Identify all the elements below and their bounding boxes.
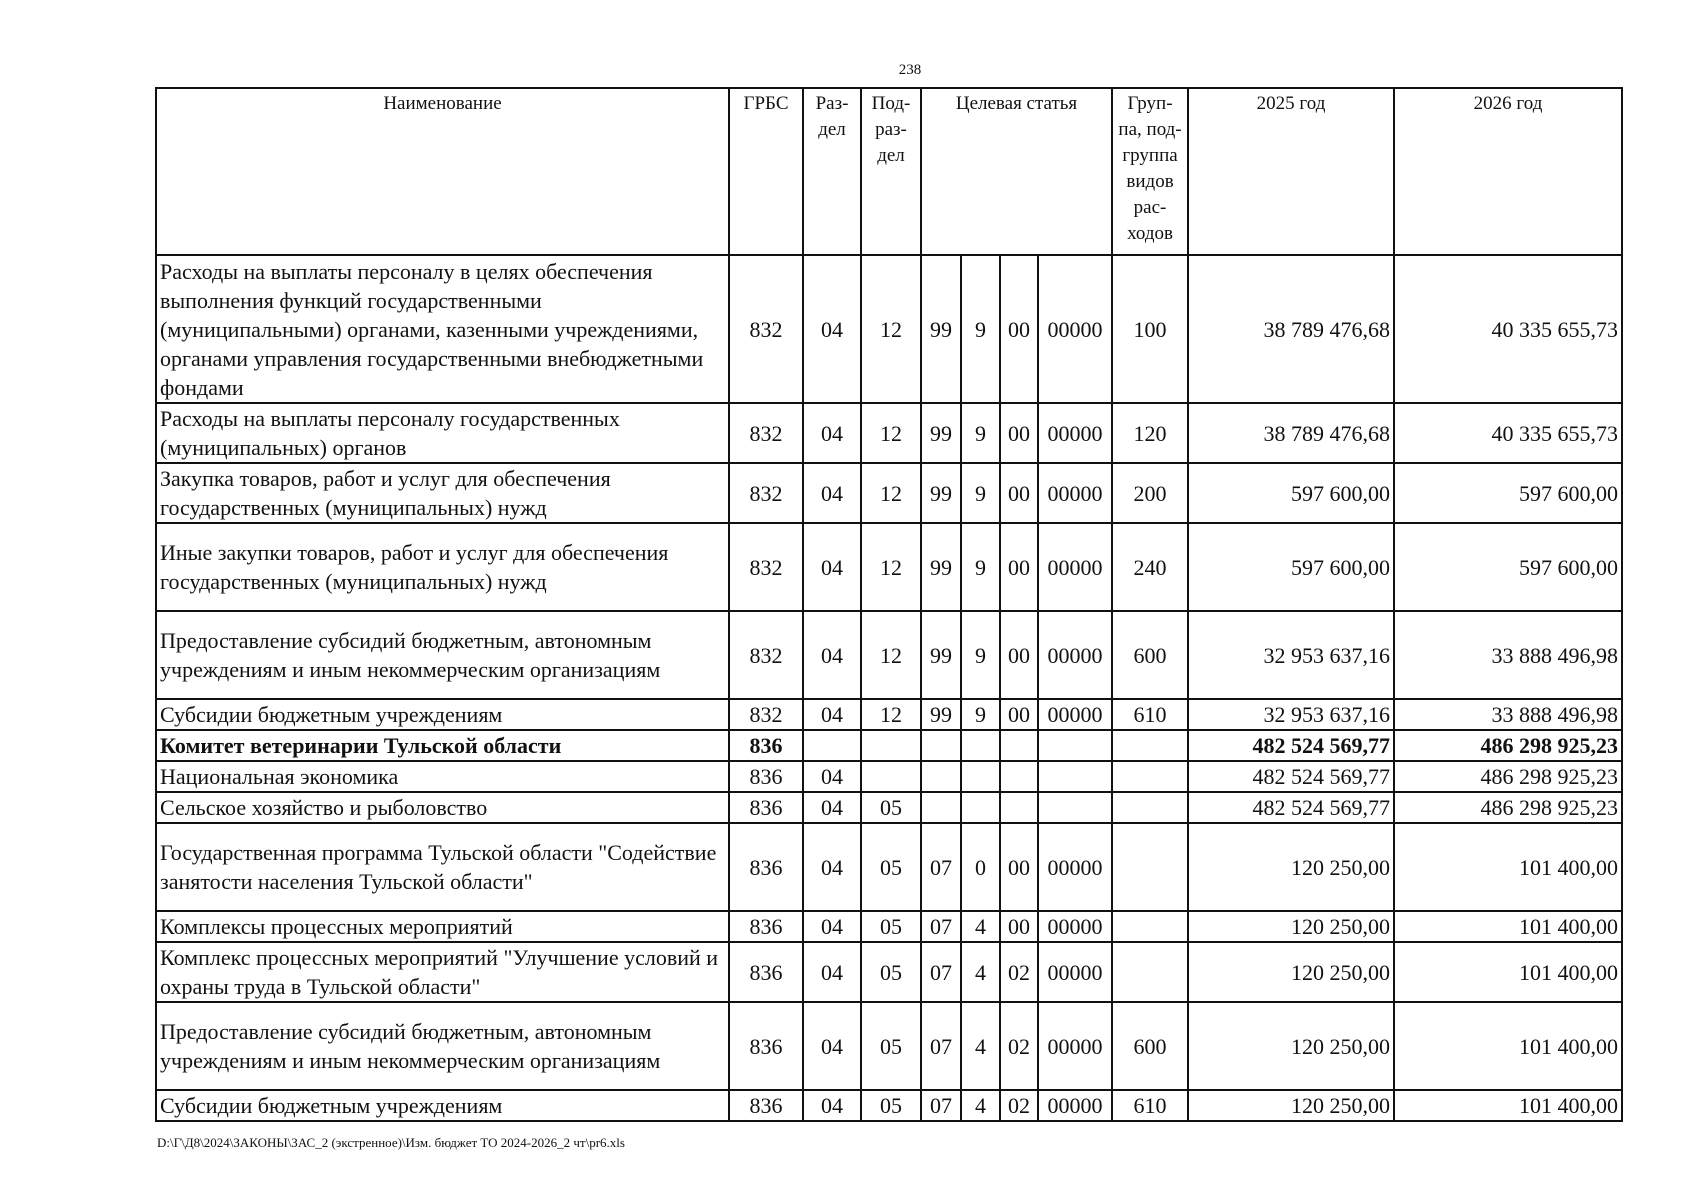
podrazdel-cell: 05 bbox=[861, 1090, 921, 1121]
target-direction-cell bbox=[1038, 792, 1112, 823]
target-type-cell: 9 bbox=[961, 463, 1000, 523]
expense-group-cell: 120 bbox=[1112, 403, 1188, 463]
amount-2026-cell: 486 298 925,23 bbox=[1394, 730, 1622, 761]
target-program-cell bbox=[921, 761, 961, 792]
target-direction-cell: 00000 bbox=[1038, 523, 1112, 611]
target-type-cell: 4 bbox=[961, 942, 1000, 1002]
podrazdel-cell: 12 bbox=[861, 255, 921, 403]
name-cell: Субсидии бюджетным учреждениям bbox=[156, 1090, 729, 1121]
podrazdel-cell: 05 bbox=[861, 911, 921, 942]
amount-2026-cell: 597 600,00 bbox=[1394, 463, 1622, 523]
target-program-cell bbox=[921, 792, 961, 823]
amount-2026-cell: 101 400,00 bbox=[1394, 823, 1622, 911]
header-expense-group: Груп- па, под- группа видов рас- ходов bbox=[1112, 88, 1188, 255]
header-2026: 2026 год bbox=[1394, 88, 1622, 255]
table-row bbox=[156, 1002, 1622, 1090]
table-row bbox=[156, 942, 1622, 1002]
podrazdel-cell: 12 bbox=[861, 523, 921, 611]
target-sub-cell: 02 bbox=[1000, 1002, 1038, 1090]
name-cell: Национальная экономика bbox=[156, 761, 729, 792]
expense-group-cell: 600 bbox=[1112, 1002, 1188, 1090]
podrazdel-cell: 05 bbox=[861, 1002, 921, 1090]
target-type-cell: 9 bbox=[961, 523, 1000, 611]
header-razdel: Раз- дел bbox=[803, 88, 861, 255]
target-direction-cell: 00000 bbox=[1038, 463, 1112, 523]
amount-2025-cell: 32 953 637,16 bbox=[1188, 699, 1394, 730]
expense-group-cell bbox=[1112, 942, 1188, 1002]
razdel-cell: 04 bbox=[803, 403, 861, 463]
razdel-cell: 04 bbox=[803, 761, 861, 792]
table-body bbox=[156, 255, 1622, 1121]
grbs-cell: 836 bbox=[729, 730, 803, 761]
target-type-cell bbox=[961, 730, 1000, 761]
target-direction-cell: 00000 bbox=[1038, 1002, 1112, 1090]
table-row bbox=[156, 911, 1622, 942]
amount-2025-cell: 120 250,00 bbox=[1188, 823, 1394, 911]
page-number: 238 bbox=[898, 62, 922, 78]
target-sub-cell: 00 bbox=[1000, 255, 1038, 403]
header-2025: 2025 год bbox=[1188, 88, 1394, 255]
amount-2025-cell: 120 250,00 bbox=[1188, 1002, 1394, 1090]
name-cell: Субсидии бюджетным учреждениям bbox=[156, 699, 729, 730]
amount-2025-cell: 597 600,00 bbox=[1188, 463, 1394, 523]
name-cell: Сельское хозяйство и рыболовство bbox=[156, 792, 729, 823]
amount-2025-cell: 482 524 569,77 bbox=[1188, 730, 1394, 761]
amount-2026-cell: 486 298 925,23 bbox=[1394, 761, 1622, 792]
target-sub-cell: 00 bbox=[1000, 823, 1038, 911]
target-program-cell: 99 bbox=[921, 611, 961, 699]
table-row bbox=[156, 463, 1622, 523]
amount-2025-cell: 482 524 569,77 bbox=[1188, 792, 1394, 823]
grbs-cell: 836 bbox=[729, 1002, 803, 1090]
grbs-cell: 836 bbox=[729, 942, 803, 1002]
amount-2026-cell: 101 400,00 bbox=[1394, 1002, 1622, 1090]
expense-group-cell: 610 bbox=[1112, 1090, 1188, 1121]
header-grbs: ГРБС bbox=[729, 88, 803, 255]
grbs-cell: 832 bbox=[729, 463, 803, 523]
amount-2026-cell: 33 888 496,98 bbox=[1394, 699, 1622, 730]
target-direction-cell: 00000 bbox=[1038, 1090, 1112, 1121]
target-sub-cell: 00 bbox=[1000, 611, 1038, 699]
name-cell: Комплексы процессных мероприятий bbox=[156, 911, 729, 942]
table-row bbox=[156, 1090, 1622, 1121]
razdel-cell bbox=[803, 730, 861, 761]
amount-2026-cell: 101 400,00 bbox=[1394, 1090, 1622, 1121]
razdel-cell: 04 bbox=[803, 699, 861, 730]
amount-2025-cell: 38 789 476,68 bbox=[1188, 403, 1394, 463]
podrazdel-cell: 12 bbox=[861, 611, 921, 699]
target-sub-cell bbox=[1000, 761, 1038, 792]
name-cell: Расходы на выплаты персоналу в целях обеспечения выполнения функций государственными (муниципальными) органами, казенными учреждениями, органами управления государственными внебюджетными фондами bbox=[156, 255, 729, 403]
table-header-row bbox=[156, 88, 1622, 255]
header-podrazdel: Под- раз- дел bbox=[861, 88, 921, 255]
target-direction-cell: 00000 bbox=[1038, 699, 1112, 730]
target-direction-cell: 00000 bbox=[1038, 403, 1112, 463]
target-program-cell: 07 bbox=[921, 1090, 961, 1121]
expense-group-cell: 600 bbox=[1112, 611, 1188, 699]
target-type-cell: 0 bbox=[961, 823, 1000, 911]
target-program-cell: 99 bbox=[921, 523, 961, 611]
target-sub-cell: 00 bbox=[1000, 403, 1038, 463]
target-type-cell: 9 bbox=[961, 699, 1000, 730]
razdel-cell: 04 bbox=[803, 1090, 861, 1121]
expense-group-cell bbox=[1112, 761, 1188, 792]
name-cell: Предоставление субсидий бюджетным, автономным учреждениям и иным некоммерческим организациям bbox=[156, 611, 729, 699]
amount-2025-cell: 120 250,00 bbox=[1188, 911, 1394, 942]
budget-table bbox=[155, 87, 1623, 1122]
grbs-cell: 836 bbox=[729, 823, 803, 911]
amount-2026-cell: 40 335 655,73 bbox=[1394, 403, 1622, 463]
razdel-cell: 04 bbox=[803, 523, 861, 611]
table-row bbox=[156, 792, 1622, 823]
expense-group-cell bbox=[1112, 792, 1188, 823]
podrazdel-cell: 05 bbox=[861, 942, 921, 1002]
table-row bbox=[156, 523, 1622, 611]
header-name: Наименование bbox=[156, 88, 729, 255]
podrazdel-cell: 05 bbox=[861, 823, 921, 911]
target-type-cell: 9 bbox=[961, 255, 1000, 403]
podrazdel-cell bbox=[861, 761, 921, 792]
target-direction-cell: 00000 bbox=[1038, 823, 1112, 911]
target-sub-cell: 00 bbox=[1000, 911, 1038, 942]
expense-group-cell: 240 bbox=[1112, 523, 1188, 611]
header-target-article: Целевая статья bbox=[921, 88, 1112, 255]
podrazdel-cell: 05 bbox=[861, 792, 921, 823]
target-sub-cell bbox=[1000, 730, 1038, 761]
target-sub-cell: 02 bbox=[1000, 1090, 1038, 1121]
table-row bbox=[156, 255, 1622, 403]
razdel-cell: 04 bbox=[803, 911, 861, 942]
target-direction-cell bbox=[1038, 761, 1112, 792]
target-sub-cell: 00 bbox=[1000, 463, 1038, 523]
target-type-cell: 9 bbox=[961, 611, 1000, 699]
amount-2025-cell: 32 953 637,16 bbox=[1188, 611, 1394, 699]
expense-group-cell bbox=[1112, 911, 1188, 942]
footer-file-path: D:\Г\Д8\2024\ЗАКОНЫ\ЗАС_2 (экстренное)\Изм. бюджет ТО 2024-2026_2 чт\pr6.xls bbox=[157, 1135, 625, 1150]
target-direction-cell: 00000 bbox=[1038, 255, 1112, 403]
target-direction-cell: 00000 bbox=[1038, 942, 1112, 1002]
podrazdel-cell bbox=[861, 730, 921, 761]
amount-2026-cell: 101 400,00 bbox=[1394, 942, 1622, 1002]
target-program-cell: 07 bbox=[921, 823, 961, 911]
table-row bbox=[156, 823, 1622, 911]
podrazdel-cell: 12 bbox=[861, 699, 921, 730]
razdel-cell: 04 bbox=[803, 255, 861, 403]
name-cell: Расходы на выплаты персоналу государственных (муниципальных) органов bbox=[156, 403, 729, 463]
name-cell: Комплекс процессных мероприятий "Улучшение условий и охраны труда в Тульской области" bbox=[156, 942, 729, 1002]
expense-group-cell: 610 bbox=[1112, 699, 1188, 730]
expense-group-cell bbox=[1112, 823, 1188, 911]
razdel-cell: 04 bbox=[803, 1002, 861, 1090]
grbs-cell: 836 bbox=[729, 792, 803, 823]
target-sub-cell: 00 bbox=[1000, 699, 1038, 730]
grbs-cell: 832 bbox=[729, 403, 803, 463]
target-type-cell: 4 bbox=[961, 1090, 1000, 1121]
target-type-cell: 9 bbox=[961, 403, 1000, 463]
name-cell: Предоставление субсидий бюджетным, автономным учреждениям и иным некоммерческим организациям bbox=[156, 1002, 729, 1090]
table-row bbox=[156, 761, 1622, 792]
target-program-cell: 07 bbox=[921, 911, 961, 942]
podrazdel-cell: 12 bbox=[861, 463, 921, 523]
table-row bbox=[156, 403, 1622, 463]
target-program-cell: 99 bbox=[921, 403, 961, 463]
razdel-cell: 04 bbox=[803, 823, 861, 911]
grbs-cell: 832 bbox=[729, 699, 803, 730]
target-program-cell: 99 bbox=[921, 463, 961, 523]
amount-2025-cell: 597 600,00 bbox=[1188, 523, 1394, 611]
target-program-cell: 07 bbox=[921, 942, 961, 1002]
amount-2026-cell: 40 335 655,73 bbox=[1394, 255, 1622, 403]
target-program-cell: 99 bbox=[921, 255, 961, 403]
podrazdel-cell: 12 bbox=[861, 403, 921, 463]
expense-group-cell bbox=[1112, 730, 1188, 761]
amount-2026-cell: 33 888 496,98 bbox=[1394, 611, 1622, 699]
grbs-cell: 836 bbox=[729, 1090, 803, 1121]
amount-2025-cell: 38 789 476,68 bbox=[1188, 255, 1394, 403]
name-cell: Закупка товаров, работ и услуг для обеспечения государственных (муниципальных) нужд bbox=[156, 463, 729, 523]
target-direction-cell bbox=[1038, 730, 1112, 761]
amount-2026-cell: 486 298 925,23 bbox=[1394, 792, 1622, 823]
amount-2026-cell: 101 400,00 bbox=[1394, 911, 1622, 942]
target-program-cell: 07 bbox=[921, 1002, 961, 1090]
amount-2025-cell: 482 524 569,77 bbox=[1188, 761, 1394, 792]
target-direction-cell: 00000 bbox=[1038, 611, 1112, 699]
amount-2026-cell: 597 600,00 bbox=[1394, 523, 1622, 611]
expense-group-cell: 200 bbox=[1112, 463, 1188, 523]
table-row bbox=[156, 730, 1622, 761]
razdel-cell: 04 bbox=[803, 792, 861, 823]
target-type-cell: 4 bbox=[961, 1002, 1000, 1090]
target-sub-cell: 00 bbox=[1000, 523, 1038, 611]
grbs-cell: 836 bbox=[729, 911, 803, 942]
target-type-cell bbox=[961, 792, 1000, 823]
razdel-cell: 04 bbox=[803, 942, 861, 1002]
target-program-cell bbox=[921, 730, 961, 761]
name-cell: Государственная программа Тульской области "Содействие занятости населения Тульской области" bbox=[156, 823, 729, 911]
name-cell: Иные закупки товаров, работ и услуг для обеспечения государственных (муниципальных) нужд bbox=[156, 523, 729, 611]
table-row bbox=[156, 699, 1622, 730]
grbs-cell: 836 bbox=[729, 761, 803, 792]
name-cell: Комитет ветеринарии Тульской области bbox=[156, 730, 729, 761]
target-direction-cell: 00000 bbox=[1038, 911, 1112, 942]
target-sub-cell: 02 bbox=[1000, 942, 1038, 1002]
grbs-cell: 832 bbox=[729, 523, 803, 611]
amount-2025-cell: 120 250,00 bbox=[1188, 1090, 1394, 1121]
grbs-cell: 832 bbox=[729, 255, 803, 403]
table-row bbox=[156, 611, 1622, 699]
target-program-cell: 99 bbox=[921, 699, 961, 730]
razdel-cell: 04 bbox=[803, 463, 861, 523]
target-sub-cell bbox=[1000, 792, 1038, 823]
amount-2025-cell: 120 250,00 bbox=[1188, 942, 1394, 1002]
target-type-cell bbox=[961, 761, 1000, 792]
grbs-cell: 832 bbox=[729, 611, 803, 699]
expense-group-cell: 100 bbox=[1112, 255, 1188, 403]
razdel-cell: 04 bbox=[803, 611, 861, 699]
target-type-cell: 4 bbox=[961, 911, 1000, 942]
